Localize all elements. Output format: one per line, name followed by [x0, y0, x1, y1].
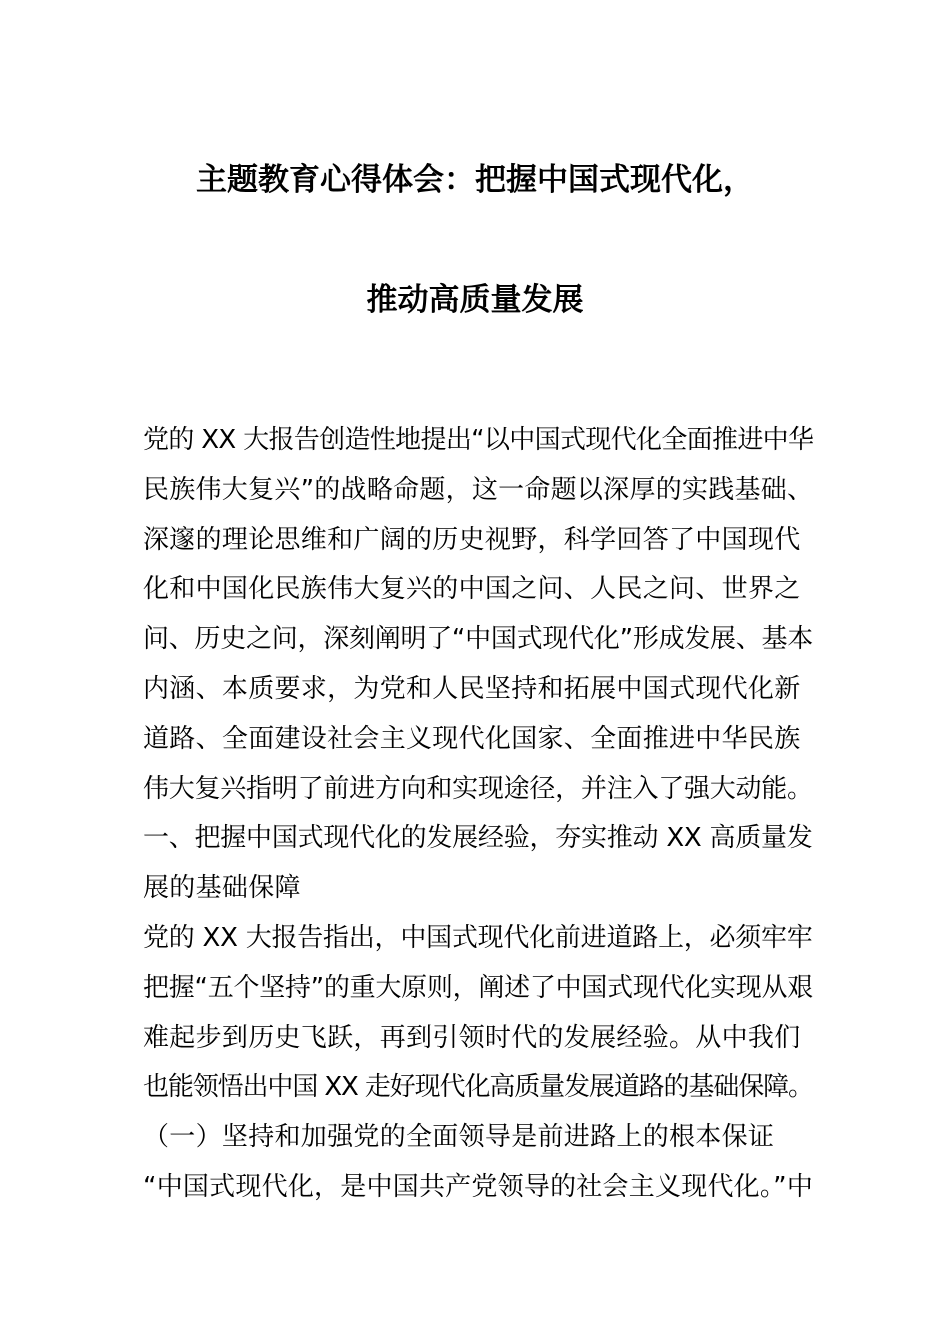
body-line: 民族伟大复兴”的战略命题，这一命题以深厚的实践基础、 — [143, 474, 814, 505]
document-title-line-1: 主题教育心得体会：把握中国式现代化， — [196, 162, 754, 198]
subsection-heading-line: （一）坚持和加强党的全面领导是前进路上的根本保证 — [143, 1122, 775, 1153]
body-line: 党的 XX 大报告创造性地提出“以中国式现代化全面推进中华 — [143, 425, 814, 455]
body-line: 也能领悟出中国 XX 走好现代化高质量发展道路的基础保障。 — [143, 1072, 813, 1103]
body-line: “中国式现代化，是中国共产党领导的社会主义现代化。”中 — [143, 1171, 814, 1202]
body-line: 把握“五个坚持”的重大原则，阐述了中国式现代化实现从艰 — [143, 972, 814, 1003]
body-line: 深邃的理论思维和广阔的历史视野，科学回答了中国现代 — [143, 524, 801, 555]
body-line: 党的 XX 大报告指出，中国式现代化前进道路上，必须牢牢 — [143, 922, 813, 953]
body-line: 难起步到历史飞跃，再到引领时代的发展经验。从中我们 — [143, 1022, 801, 1053]
section-heading-line: 展的基础保障 — [143, 873, 301, 904]
document-title-line-2: 推动高质量发展 — [366, 282, 584, 318]
section-heading-line: 一、把握中国式现代化的发展经验，夯实推动 XX 高质量发 — [143, 823, 813, 854]
body-line: 伟大复兴指明了前进方向和实现途径，并注入了强大动能。 — [143, 773, 813, 804]
document-body — [143, 416, 813, 1213]
body-line: 问、历史之问，深刻阐明了“中国式现代化”形成发展、基本 — [143, 624, 814, 655]
body-line: 内涵、本质要求，为党和人民坚持和拓展中国式现代化新 — [143, 673, 801, 704]
body-line: 化和中国化民族伟大复兴的中国之问、人民之问、世界之 — [143, 574, 801, 605]
body-line: 道路、全面建设社会主义现代化国家、全面推进中华民族 — [143, 723, 801, 754]
